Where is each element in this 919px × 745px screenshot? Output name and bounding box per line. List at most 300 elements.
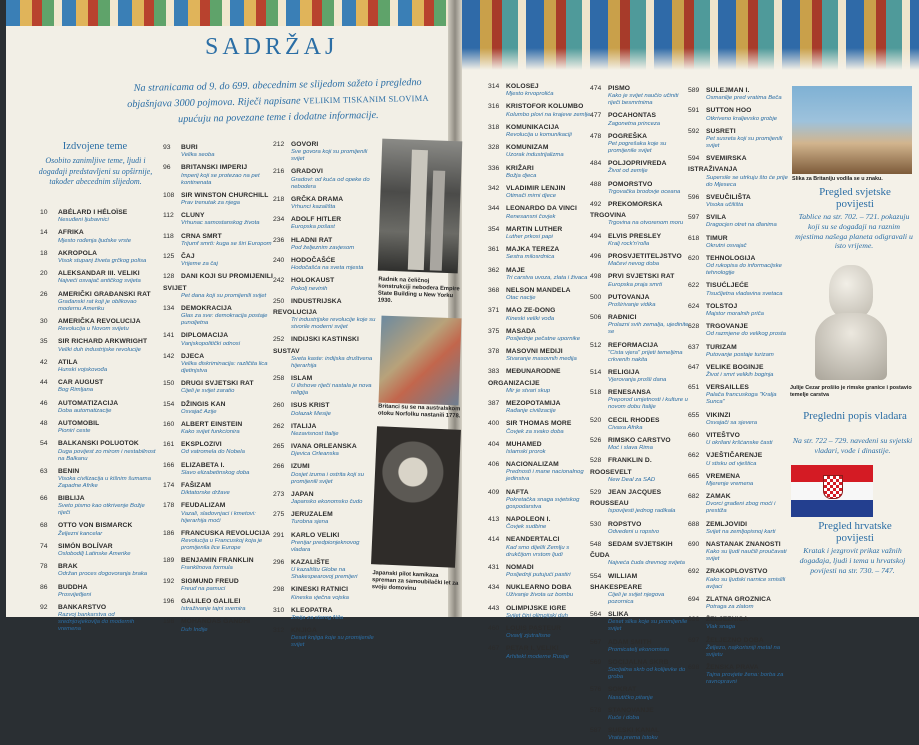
toc-entry-title: GOVORI <box>291 141 319 148</box>
toc-entry-page-number: 622 <box>688 282 700 290</box>
toc-entry-page-number: 354 <box>488 225 500 233</box>
toc-entry-title: KOLOSEJ <box>506 83 539 90</box>
kamikaze-caption: Japanski pilot kamikaza spreman za samoubilački let za svoju domovinu <box>371 570 459 593</box>
toc-entry <box>163 398 275 416</box>
toc-entry-subtitle: Najveći osvajač antičkog svijeta <box>58 278 141 285</box>
toc-entry <box>40 226 158 244</box>
toc-entry <box>273 274 379 292</box>
toc-entry-subtitle: Osvajač Azije <box>181 408 217 415</box>
featured-topics-description: Osobito zanimljive teme, ljudi i događaji predstavljeni su opširnije, također abecednim slijedom. <box>38 156 153 186</box>
toc-entry-subtitle: Trgovačka brodovje oceana <box>608 188 681 195</box>
toc-entry-subtitle: Visoka civilizacija u kišnim šumama Zapadne Afrike <box>58 475 151 489</box>
toc-entry-title: SOKRAT <box>608 686 637 694</box>
intro-text-b: upućuju na povezane teme i dodatne informacije. <box>177 109 379 126</box>
toc-entry-subtitle: Cijeli je svijet njegova pozornica <box>608 592 665 606</box>
toc-entry-page-number: 694 <box>688 595 700 603</box>
toc-entry-page-number: 108 <box>163 191 175 199</box>
toc-entry-subtitle: Palača francuskoga "Kralja Sunca" <box>706 392 777 406</box>
toc-entry-title: NEANDERTALCI <box>506 536 560 544</box>
toc-entry <box>488 642 596 660</box>
toc-entry-subtitle: Doba automatizacije <box>58 407 112 414</box>
toc-entry <box>273 399 379 417</box>
toc-entry-page-number: 494 <box>590 232 602 240</box>
toc-entry-page-number: 242 <box>273 277 285 285</box>
toc-entry-subtitle: Istraživanje tajni svemira <box>181 606 246 613</box>
toc-entry-page-number: 474 <box>590 85 602 92</box>
toc-entry-title: RENESANSA <box>608 389 651 397</box>
toc-entry <box>590 486 690 515</box>
toc-entry-title: KINESKI RATNICI <box>291 586 349 594</box>
toc-entry-subtitle: Veliki duh industrijske revolucije <box>58 346 141 353</box>
toc-entry-title: PROSVJETITELJSTVO <box>608 252 682 260</box>
toc-entry-page-number: 662 <box>688 452 700 460</box>
toc-entry <box>590 311 690 336</box>
toc-entry <box>488 243 596 261</box>
toc-entry-page-number: 314 <box>488 83 500 90</box>
toc-entry-page-number: 375 <box>488 327 500 335</box>
toc-entry-title: FEUDALIZAM <box>181 502 226 510</box>
toc-entry-title: ROPSTVO <box>608 520 642 528</box>
toc-entry-page-number: 478 <box>590 132 602 140</box>
toc-entry-title: BRAK <box>58 563 78 571</box>
toc-entry-subtitle: Europska pošast <box>291 224 335 231</box>
toc-entry-page-number: 336 <box>488 164 500 172</box>
toc-entry <box>163 554 275 572</box>
toc-entry-title: NUKLEARNO DOBA <box>506 584 572 592</box>
toc-entry-subtitle: Revolucija u komunikaciji <box>506 131 572 138</box>
toc-entry-subtitle: Promicatelj ekonomista <box>608 646 669 653</box>
toc-entry <box>590 454 690 483</box>
toc-entry-page-number: 498 <box>590 273 602 281</box>
toc-entry-title: BURI <box>181 144 198 151</box>
toc-entry <box>163 329 275 347</box>
toc-entry-page-number: 414 <box>488 536 500 544</box>
toc-entry-page-number: 406 <box>488 461 500 469</box>
toc-entry-title: KARLO VELIKI <box>291 531 340 539</box>
toc-entry <box>273 440 379 458</box>
toc-entry-subtitle: Vrata prema Istoku <box>608 735 658 742</box>
toc-entry-subtitle: Kad smo dijelili Zemlju s drukčijom vrstom ljudi <box>506 544 570 558</box>
toc-entry-subtitle: Prednosti i mane nacionalnog jedinstva <box>506 469 584 483</box>
toc-entry-page-number: 189 <box>163 557 175 565</box>
toc-entry-subtitle: Glas za sve: demokracija postaje punoljetna <box>181 313 268 327</box>
toc-entry-title: PRVI SVJETSKI RAT <box>608 273 675 281</box>
toc-entry <box>488 513 596 531</box>
toc-entry <box>40 247 158 265</box>
toc-entry <box>488 304 596 322</box>
toc-entry <box>488 100 596 118</box>
toc-entry-subtitle: Prav trenutak za njega <box>181 199 240 206</box>
toc-entry-subtitle: Nezavisnost Italije <box>291 430 339 437</box>
toc-entry-title: KNJIGA <box>291 627 317 635</box>
toc-entry-page-number: 567 <box>590 638 602 646</box>
featured-topics-heading: Izdvojene teme <box>62 141 128 152</box>
toc-entry <box>688 232 788 250</box>
toc-entry-title: ITALIJA <box>291 422 317 430</box>
toc-entry <box>163 270 275 299</box>
toc-entry <box>590 291 690 309</box>
toc-entry <box>163 350 275 375</box>
toc-entry-subtitle: Svijet na zemljopisnoj karti <box>706 528 776 535</box>
toc-entry-title: SIR WINSTON CHURCHILL <box>181 191 269 199</box>
toc-entry-page-number: 54 <box>40 440 48 448</box>
caesar-caption: Julije Cezar prošiio je rimske granice i postavio temelje carstva <box>790 385 912 398</box>
toc-entry-title: SLIKA <box>608 611 629 619</box>
toc-entry-page-number: 150 <box>163 380 175 388</box>
toc-entry-title: MAO ZE-DONG <box>506 307 556 315</box>
toc-entry-title: ŽELJEZNICA <box>706 616 749 624</box>
toc-entry <box>688 300 788 318</box>
toc-entry-page-number: 142 <box>163 352 175 360</box>
toc-entry-subtitle: Održan proces dogovoranja braka <box>58 571 148 578</box>
toc-entry-subtitle: Tisućljetna vladavina svetaca <box>706 290 783 297</box>
toc-entry-page-number: 512 <box>590 341 602 349</box>
toc-entry-subtitle: Mačevi nevog doba <box>608 261 660 268</box>
toc-entry-page-number: 477 <box>590 112 602 120</box>
toc-entry-page-number: 240 <box>273 256 285 264</box>
toc-entry-page-number: 692 <box>688 568 700 576</box>
toc-entry-page-number: 291 <box>273 531 285 539</box>
toc-entry <box>488 417 596 435</box>
toc-entry-subtitle: Stvaranje masovnih medija <box>506 356 577 363</box>
toc-entry <box>40 601 158 633</box>
toc-entry <box>163 527 275 552</box>
toc-entry-subtitle: Tri industrijske revolucije koje su stvorile moderni svijet <box>291 317 376 331</box>
toc-entry-subtitle: Deset slika koje su promijenile svijet <box>608 619 688 633</box>
toc-entry-page-number: 44 <box>40 379 48 387</box>
toc-entry-page-number: 647 <box>688 363 700 371</box>
toc-entry <box>488 141 596 159</box>
toc-entry-page-number: 141 <box>163 332 175 340</box>
toc-entry-title: IZUMI <box>291 463 310 471</box>
toc-entry-page-number: 68 <box>40 522 48 530</box>
rulers-list-text: Na str. 722 – 729. navedeni su svjetski vladari, vođe i dinastije. <box>792 436 913 455</box>
toc-entry <box>163 438 275 456</box>
decorative-banner-right <box>462 0 919 70</box>
toc-entry-page-number: 134 <box>163 304 175 312</box>
toc-entry <box>40 492 158 517</box>
toc-entry-page-number: 688 <box>688 520 700 528</box>
toc-entry-title: GALILEO GALILEI <box>181 598 241 606</box>
toc-entry-subtitle: Hodočašća na sveta mjesta <box>291 265 364 272</box>
toc-entry-subtitle: Osmanlije pred vratima Beča <box>706 95 782 102</box>
toc-entry <box>488 365 596 394</box>
toc-entry <box>40 288 158 313</box>
toc-entry-subtitle: Proširivanje vidika <box>608 301 656 308</box>
toc-entry-title: VJEŠTIČARENJE <box>706 452 763 460</box>
toc-entry-subtitle: Vazali, sladovnjaci i kmetovi: hijerarhija moći <box>181 510 256 524</box>
toc-entry-page-number: 266 <box>273 463 285 471</box>
toc-entry-subtitle: Visoka učilišta <box>706 201 744 208</box>
toc-entry <box>273 460 379 485</box>
toc-entry-page-number: 20 <box>40 270 48 278</box>
toc-entry-page-number: 275 <box>273 511 285 519</box>
toc-entry-subtitle: Trijumf smrti: kuga se širi Europom <box>181 240 272 247</box>
toc-entry-subtitle: Freud na pamuci <box>181 585 226 592</box>
toc-entry-subtitle: Pet dana koji su promijenili svijet <box>181 292 267 299</box>
britannia-painting <box>792 86 912 174</box>
toc-entry <box>273 420 379 438</box>
toc-entry <box>590 414 690 432</box>
toc-entry-subtitle: Pionirí ceste <box>58 428 91 435</box>
toc-entry-page-number: 125 <box>163 252 175 260</box>
toc-entry-title: VIKINZI <box>706 411 731 419</box>
toc-entry <box>163 479 275 497</box>
toc-entry-subtitle: Imperij koji se protezao na pet kontinenata <box>181 172 260 186</box>
toc-entry-subtitle: Kineski veliki vođa <box>506 315 555 322</box>
toc-entry <box>488 80 596 98</box>
toc-entry-page-number: 484 <box>590 160 602 168</box>
toc-entry-title: SOCIJALNA SKRB <box>608 659 669 666</box>
toc-entry-title: BENIN <box>58 467 80 475</box>
toc-entry-subtitle: Kolumbo plovi na krajeve zemlje <box>506 111 591 118</box>
toc-entry-subtitle: Pokolj nevinih <box>291 285 328 292</box>
toc-entry-subtitle: Pet susreta koji su promijenili svijet <box>706 135 783 149</box>
toc-entry-subtitle: Duh Indije <box>181 626 208 633</box>
toc-entry <box>590 130 690 155</box>
toc-entry-title: LEONARDO DA VINCI <box>506 205 577 213</box>
toc-entry-page-number: 258 <box>273 374 285 382</box>
toc-entry <box>40 335 158 353</box>
toc-entry-subtitle: Moć i slava Rima <box>608 445 653 452</box>
toc-entry-page-number: 160 <box>163 420 175 428</box>
toc-entry-title: WILLIAM SHAKESPEARE <box>590 572 643 591</box>
toc-entry <box>273 508 379 526</box>
toc-entry-page-number: 618 <box>688 234 700 242</box>
toc-entry-title: AMERIČKA REVOLUCIJA <box>58 317 141 325</box>
toc-entry <box>590 683 690 701</box>
toc-entry-title: TOLSTOJ <box>706 302 738 310</box>
toc-entry-title: ATILA <box>58 358 78 366</box>
toc-entry-subtitle: Tajna provjete žena: borba za ravnopravni <box>706 672 784 686</box>
toc-entry-title: MASADA <box>506 327 536 335</box>
toc-entry-title: KOMUNIZAM <box>506 144 549 152</box>
toc-entry-subtitle: U stisku od vještica <box>706 460 757 467</box>
toc-entry-subtitle: Čovjek sudbine <box>506 524 547 531</box>
toc-entry-subtitle: Sestra milosrdnica <box>506 254 555 261</box>
toc-entry-title: VREMENA <box>706 472 741 480</box>
croatian-history-text: Kratak i jezgrovit prikaz važnih događaja, ljudi i tema u hrvatskoj povijesti na str. 730. – 747. <box>799 546 906 575</box>
toc-entry-page-number: 620 <box>688 254 700 262</box>
toc-entry-page-number: 310 <box>273 606 285 614</box>
toc-entry <box>488 162 596 180</box>
toc-entry-title: MASOVNI MEDIJI <box>506 348 563 356</box>
toc-entry-page-number: 262 <box>273 422 285 430</box>
empire-state-caption: Radnik na čeličnoj konstrukciji nebodera Empire State Building u New Yorku 1930. <box>377 276 460 305</box>
toc-entry-page-number: 597 <box>688 214 700 222</box>
toc-entry-page-number: 514 <box>590 368 602 376</box>
toc-entry <box>273 372 379 397</box>
toc-entry-title: ŽENSKA PRAVA <box>706 663 759 671</box>
toc-entry-subtitle: Kako su ljudski narnice smislili avijaci <box>706 576 786 590</box>
toc-entry-page-number: 696 <box>688 616 700 624</box>
toc-entry <box>163 141 275 159</box>
toc-entry-subtitle: Vanjskopolitički odnosi <box>181 340 241 347</box>
toc-entry-title: BIBLIJA <box>58 495 85 503</box>
toc-entry-page-number: 166 <box>163 461 175 469</box>
toc-entry-page-number: 528 <box>590 457 602 465</box>
toc-entry <box>40 397 158 415</box>
toc-entry-subtitle: Mir je stvari skup <box>506 387 551 394</box>
toc-entry-subtitle: Mjesto krvoprolića <box>506 91 554 98</box>
toc-entry <box>688 409 788 427</box>
toc-entry <box>488 345 596 363</box>
toc-entry-title: ABÉLARD I HÉLOÏSE <box>58 209 128 216</box>
toc-entry <box>488 486 596 511</box>
toc-entry-title: VELIKE BOGINJE <box>706 363 764 371</box>
toc-entry-page-number: 78 <box>40 563 48 571</box>
toc-entry <box>273 583 379 601</box>
julius-caesar-bust <box>815 265 887 380</box>
toc-entry-subtitle: Islamski prorok <box>506 449 546 456</box>
toc-column-3 <box>273 138 379 652</box>
toc-entry-page-number: 10 <box>40 209 48 216</box>
toc-entry-page-number: 371 <box>488 307 500 315</box>
toc-entry-subtitle: Visok stupanj živeta grčkog polisa <box>58 257 147 264</box>
toc-entry-title: AMERIČKI GRAĐANSKI RAT <box>58 290 151 298</box>
toc-entry-page-number: 86 <box>40 583 48 591</box>
toc-entry-page-number: 14 <box>40 229 48 237</box>
toc-entry-subtitle: Razvoj bankarstva od srednjovjekovlja do modernih vremena <box>58 612 135 633</box>
toc-entry-subtitle: Kineska vječna vojska <box>291 594 349 601</box>
toc-entry-title: INDUSTRIJSKA REVOLUCIJA <box>273 297 342 316</box>
toc-entry-subtitle: U kazalištu Globe na Shakespearovoj premijeri <box>291 567 358 581</box>
toc-entry <box>688 565 788 590</box>
toc-entry-subtitle: Vrhunci kazališta <box>291 203 336 210</box>
toc-entry <box>163 459 275 477</box>
toc-entry-subtitle: Renesansni čovjek <box>506 213 556 220</box>
toc-entry <box>590 270 690 288</box>
toc-entry <box>273 234 379 252</box>
toc-entry-subtitle: Kako svijet funkcionira <box>181 429 240 436</box>
toc-entry-page-number: 434 <box>488 584 500 592</box>
toc-entry-title: SUSRETI <box>706 127 736 135</box>
toc-entry-subtitle: Posljednje pečatne upornike <box>506 335 581 342</box>
toc-entry-page-number: 252 <box>273 336 285 344</box>
toc-entry-subtitle: Sveta kaste: indijska društvena hijerarhija <box>291 355 373 369</box>
toc-entry <box>688 381 788 406</box>
toc-entry-subtitle: Putovanje postaje turizam <box>706 351 774 358</box>
toc-entry-subtitle: Otimači mirni djece <box>506 193 557 200</box>
toc-entry-title: OLIMPIJSKE IGRE <box>506 604 567 612</box>
toc-entry-title: CRNA SMRT <box>181 232 222 240</box>
toc-entry-page-number: 488 <box>590 180 602 188</box>
toc-entry-title: DJECA <box>181 352 205 360</box>
toc-entry-subtitle: Turobna sjena <box>291 519 329 526</box>
toc-entry-title: POLJOPRIVREDA <box>608 160 667 168</box>
toc-entry <box>590 656 690 681</box>
toc-entry-subtitle: Otkriveno kraljevsko grobje <box>706 115 778 122</box>
norfolk-caption: Britanci su se na australskom otoku Norfolku nastanili 1778. <box>377 403 461 420</box>
toc-entry <box>273 488 379 506</box>
toc-entry-page-number: 198 <box>163 618 175 626</box>
toc-entry <box>273 604 379 622</box>
toc-entry <box>163 595 275 613</box>
toc-entry <box>40 581 158 599</box>
toc-entry-page-number: 637 <box>688 343 700 351</box>
toc-entry <box>163 377 275 395</box>
toc-entry-title: CECIL RHODES <box>608 416 660 424</box>
toc-entry-subtitle: Prosvijetljeni <box>58 591 92 598</box>
toc-entry <box>40 206 158 224</box>
toc-entry-subtitle: Bog Rimljana <box>58 387 94 394</box>
toc-entry <box>488 561 596 579</box>
toc-entry-title: SIMÓN BOLÍVAR <box>58 542 113 550</box>
toc-entry-subtitle: Vlak snaga <box>706 624 736 631</box>
toc-entry-subtitle: Tri carstva uvoza, zlata i živaca <box>506 274 588 281</box>
toc-entry-page-number: 690 <box>688 541 700 549</box>
toc-entry-title: PUTOVANJA <box>608 293 650 301</box>
toc-entry <box>688 104 788 122</box>
toc-entry-page-number: 548 <box>590 541 602 549</box>
toc-entry-page-number: 30 <box>40 317 48 325</box>
toc-entry-subtitle: Dosjet izuma i ostrita koji su promijenili svijet <box>291 471 365 485</box>
toc-entry-title: INDIJSKI KASTINSKI SUSTAV <box>273 336 359 355</box>
flag-blue-stripe <box>791 500 873 517</box>
toc-entry <box>590 198 690 227</box>
toc-entry <box>590 250 690 268</box>
toc-entry-subtitle: Pod željeznim zavjesom <box>291 244 355 251</box>
empire-state-worker-photo <box>378 139 463 274</box>
toc-entry-subtitle: Dragocjen otret na dlanima <box>706 222 777 229</box>
toc-entry-title: KAZALIŠTE <box>291 559 330 567</box>
toc-entry-subtitle: Preporod umjetnosti i kulture u novom dobu Italije <box>608 397 688 411</box>
croatian-coat-of-arms-icon <box>823 475 843 499</box>
toc-entry-subtitle: Život i smrt velikih boginja <box>706 372 774 379</box>
toc-entry-subtitle: Diktatorske države <box>181 490 230 497</box>
toc-entry-title: POMORSTVO <box>608 180 653 188</box>
toc-entry <box>488 397 596 415</box>
toc-entry-page-number: 174 <box>163 482 175 490</box>
toc-entry-page-number: 682 <box>688 493 700 501</box>
toc-entry <box>688 490 788 515</box>
toc-entry-title: KRIŽARI <box>506 164 534 172</box>
toc-entry-page-number: 697 <box>688 636 700 644</box>
toc-entry-title: TISUĆLJEĆE <box>706 282 749 290</box>
toc-entry-subtitle: Od rukopisa do informacijske tehnologije <box>706 263 782 277</box>
toc-entry-title: IVANA ORLEANSKA <box>291 443 357 451</box>
toc-entry <box>688 152 788 188</box>
toc-entry-title: SIR RICHARD ARKWRIGHT <box>58 338 148 346</box>
toc-entry-title: VITEŠTVO <box>706 432 740 440</box>
toc-entry-page-number: 520 <box>590 416 602 424</box>
toc-entry-title: DEMOKRACIJA <box>181 304 232 312</box>
toc-column-4 <box>488 80 596 663</box>
toc-entry-subtitle: Japansko ekonomsko čudo <box>291 499 363 506</box>
toc-entry <box>488 264 596 282</box>
toc-entry-subtitle: Majstor moralnih priča <box>706 310 764 317</box>
toc-entry-title: ZLATNA GROZNICA <box>706 595 772 603</box>
toc-entry-page-number: 589 <box>688 87 700 94</box>
toc-entry-page-number: 260 <box>273 402 285 410</box>
toc-entry-subtitle: Europska praja smrti <box>608 281 663 288</box>
toc-entry-page-number: 518 <box>590 389 602 397</box>
toc-entry-page-number: 387 <box>488 400 500 408</box>
toc-entry-page-number: 587 <box>590 727 602 735</box>
toc-entry-title: BRITANSKI IMPERIJ <box>181 164 248 172</box>
toc-entry-title: GRČKA DRAMA <box>291 195 344 203</box>
toc-entry-subtitle: Cijeli je svijet zaratio <box>181 388 235 395</box>
toc-entry <box>590 230 690 248</box>
toc-entry-title: CAR AUGUST <box>58 379 104 387</box>
toc-entry-title: RIMSKO CARSTVO <box>608 437 671 445</box>
toc-entry <box>488 325 596 343</box>
toc-entry-title: GRADOVI <box>291 168 323 176</box>
toc-entry <box>590 178 690 196</box>
toc-entry <box>40 519 158 537</box>
toc-entry-title: SUTTON HOO <box>706 107 752 115</box>
toc-entry-page-number: 161 <box>163 441 175 449</box>
